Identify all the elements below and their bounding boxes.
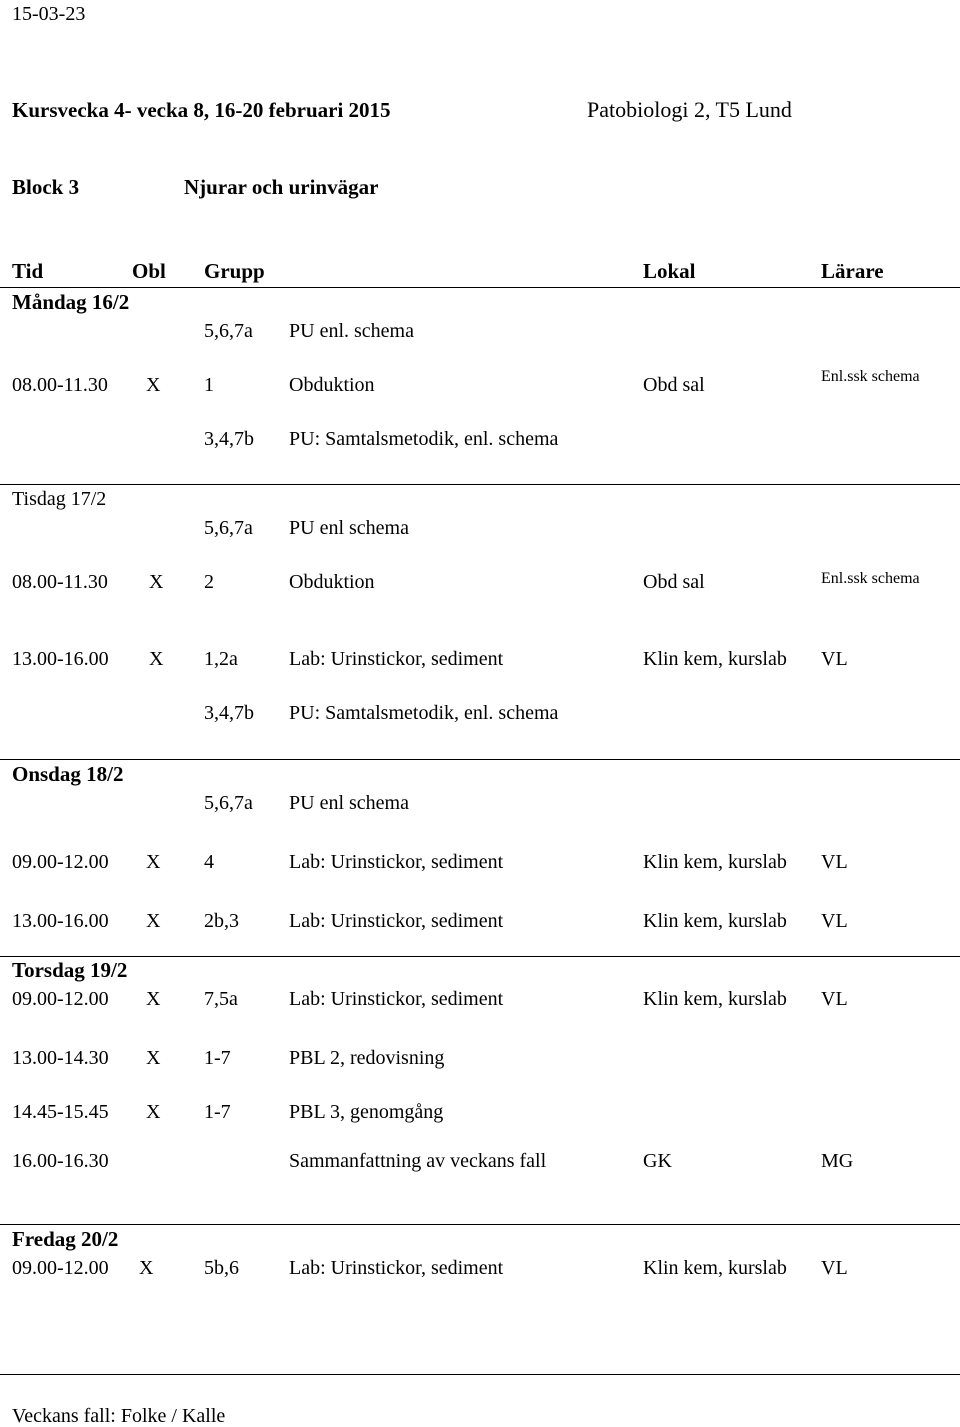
cell-tid: 09.00-12.00 — [12, 851, 109, 873]
cell-lokal: Klin kem, kurslab — [643, 988, 787, 1010]
cell-activity: PBL 2, redovisning — [289, 1047, 445, 1069]
day-heading-monday: Måndag 16/2 — [12, 290, 130, 314]
cell-activity: Lab: Urinstickor, sediment — [289, 988, 504, 1010]
cell-tid: 08.00-11.30 — [12, 374, 108, 396]
cell-grupp: 2 — [204, 571, 214, 593]
column-header-larare: Lärare — [821, 259, 884, 283]
cell-lokal: Obd sal — [643, 374, 705, 396]
block-label: Block 3 — [12, 175, 80, 199]
course-name: Patobiologi 2, T5 Lund — [587, 97, 792, 122]
cell-larare: VL — [821, 1257, 848, 1279]
cell-activity: Lab: Urinstickor, sediment — [289, 910, 504, 932]
cell-obl: X — [146, 910, 161, 932]
cell-tid: 09.00-12.00 — [12, 1257, 109, 1279]
cell-grupp: 1-7 — [204, 1101, 231, 1123]
cell-activity: Obduktion — [289, 374, 375, 396]
cell-larare: VL — [821, 988, 848, 1010]
cell-obl: X — [149, 571, 164, 593]
cell-activity: Lab: Urinstickor, sediment — [289, 648, 504, 670]
day-heading-friday: Fredag 20/2 — [12, 1227, 119, 1251]
cell-obl: X — [146, 851, 161, 873]
block-name: Njurar och urinvägar — [184, 175, 379, 199]
cell-tid: 09.00-12.00 — [12, 988, 109, 1010]
cell-activity: PU enl schema — [289, 517, 409, 539]
cell-lokal: Obd sal — [643, 571, 705, 593]
cell-activity: Obduktion — [289, 571, 375, 593]
column-header-grupp: Grupp — [204, 259, 265, 283]
cell-lokal: Klin kem, kurslab — [643, 851, 787, 873]
cell-larare: VL — [821, 910, 848, 932]
cell-grupp: 4 — [204, 851, 214, 873]
column-header-obl: Obl — [132, 259, 166, 283]
cell-tid: 16.00-16.30 — [12, 1150, 109, 1172]
cell-larare: Enl.ssk schema — [821, 368, 920, 385]
cell-activity: PU enl. schema — [289, 320, 414, 342]
day-divider — [0, 759, 960, 760]
cell-tid: 13.00-16.00 — [12, 648, 109, 670]
cell-activity: PU: Samtalsmetodik, enl. schema — [289, 702, 559, 724]
weekly-cases: Veckans fall: Folke / Kalle — [12, 1405, 226, 1427]
cell-grupp: 7,5a — [204, 988, 238, 1010]
day-heading-wednesday: Onsdag 18/2 — [12, 762, 124, 786]
cell-lokal: Klin kem, kurslab — [643, 910, 787, 932]
cell-larare: MG — [821, 1150, 854, 1172]
day-heading-thursday: Torsdag 19/2 — [12, 958, 128, 982]
cell-lokal: Klin kem, kurslab — [643, 648, 787, 670]
cell-grupp: 1,2a — [204, 648, 238, 670]
column-header-lokal: Lokal — [643, 259, 696, 283]
cell-larare: VL — [821, 851, 848, 873]
cell-activity: Lab: Urinstickor, sediment — [289, 1257, 504, 1279]
cell-lokal: Klin kem, kurslab — [643, 1257, 787, 1279]
cell-grupp: 3,4,7b — [204, 702, 254, 724]
cell-activity: Sammanfattning av veckans fall — [289, 1150, 547, 1172]
cell-grupp: 5,6,7a — [204, 792, 253, 814]
cell-grupp: 1-7 — [204, 1047, 231, 1069]
day-divider — [0, 484, 960, 485]
cell-obl: X — [146, 374, 161, 396]
cell-obl: X — [139, 1257, 154, 1279]
cell-activity: PU enl schema — [289, 792, 409, 814]
cell-obl: X — [146, 988, 161, 1010]
cell-larare: Enl.ssk schema — [821, 570, 920, 587]
cell-grupp: 2b,3 — [204, 910, 239, 932]
cell-obl: X — [149, 648, 164, 670]
cell-lokal: GK — [643, 1150, 672, 1172]
day-divider — [0, 1224, 960, 1225]
cell-grupp: 5,6,7a — [204, 320, 253, 342]
document-date: 15-03-23 — [12, 3, 86, 25]
cell-grupp: 5b,6 — [204, 1257, 239, 1279]
cell-obl: X — [146, 1101, 161, 1123]
cell-activity: PBL 3, genomgång — [289, 1101, 444, 1123]
cell-tid: 08.00-11.30 — [12, 571, 108, 593]
cell-tid: 13.00-16.00 — [12, 910, 109, 932]
cell-larare: VL — [821, 648, 848, 670]
cell-grupp: 3,4,7b — [204, 428, 254, 450]
page-title: Kursvecka 4- vecka 8, 16-20 februari 2015 — [12, 98, 391, 122]
cell-tid: 14.45-15.45 — [12, 1101, 109, 1123]
cell-activity: PU: Samtalsmetodik, enl. schema — [289, 428, 559, 450]
cell-obl: X — [146, 1047, 161, 1069]
day-divider — [0, 956, 960, 957]
day-heading-tuesday: Tisdag 17/2 — [12, 488, 107, 510]
column-header-tid: Tid — [12, 259, 44, 283]
cell-grupp: 5,6,7a — [204, 517, 253, 539]
cell-grupp: 1 — [204, 374, 214, 396]
cell-activity: Lab: Urinstickor, sediment — [289, 851, 504, 873]
footer-divider — [0, 1374, 960, 1375]
cell-tid: 13.00-14.30 — [12, 1047, 109, 1069]
header-divider — [0, 287, 960, 288]
